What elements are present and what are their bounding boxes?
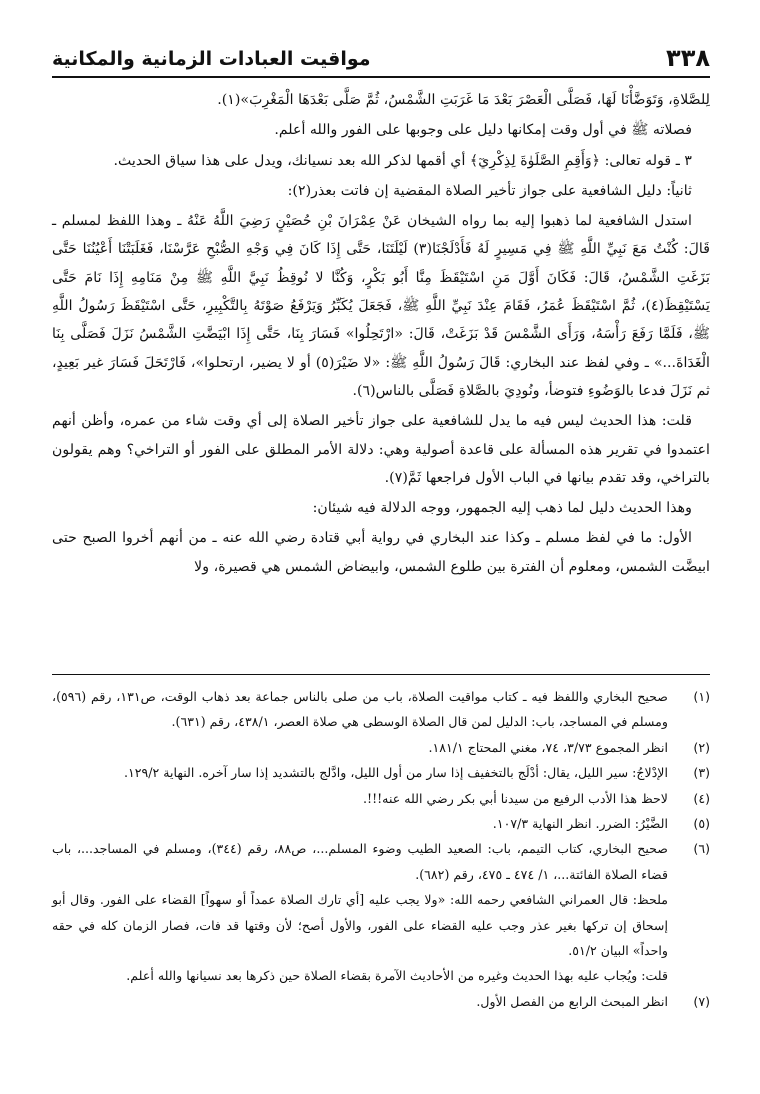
paragraph-6: قلت: هذا الحديث ليس فيه ما يدل للشافعية على جواز تأخير الصلاة إلى أي وقت شاء من عمره، وأظن أنهم اعتمدوا في تقرير هذه المسألة على قاعدة أصولية وهي: دلالة الأمر المطلق على الفور أو التراخي؟ وهم يقولون بالتراخي، وقد تقدم بيانها في الباب الأول فراجعها ثَمَّ(٧). xyxy=(52,413,710,486)
footnote-text: انظر المبحث الرابع من الفصل الأول. xyxy=(476,993,668,1009)
page-header xyxy=(52,38,710,72)
footnote-text: انظر المجموع ٣/٧٣، ٧٤، مغني المحتاج ١٨١/١. xyxy=(428,739,668,755)
paragraph-8: الأول: ما في لفظ مسلم ـ وكذا عند البخاري في رواية أبي قتادة رضي الله عنه ـ من أنهم أخروا الصبح حتى ابيضَّت الشمس، ومعلوم أن الفترة بين طلوع الشمس، وابيضاض الشمس هي قصيرة، ولا xyxy=(52,530,710,575)
footnote xyxy=(52,989,710,1014)
footnote-number: (١) xyxy=(693,689,710,704)
header-rule xyxy=(52,76,710,78)
footnote-remark: ملحظ: قال العمراني الشافعي رحمه الله: «ولا يجب عليه [أي تارك الصلاة عمداً أو سهواً] القضاء على الفور. وقال أبو إسحاق إن تركها بغير عذر وجب عليه القضاء على الفور، والأول أصح؛ لأن وقتها قد فات، فصار الزمان كله في حقه واحداً» البيان ٥١/٢. xyxy=(52,892,668,959)
paragraph-1: لِلصَّلاةِ، وَتَوَضَّأْنَا لَهَا، فَصَلَّى الْعَصْرَ بَعْدَ مَا غَرَبَتِ الشَّمْسُ، ثُمَّ صَلَّى بَعْدَهَا الْمَغْرِبَ»(١). xyxy=(217,92,710,108)
footnote xyxy=(52,811,710,836)
paragraph-4: ثانياً: دليل الشافعية على جواز تأخير الصلاة المقضية إن فاتت بعذر(٢): xyxy=(287,182,692,199)
book-page xyxy=(52,0,710,1094)
footnote-number: (٤) xyxy=(693,790,710,806)
footnote-text: صحيح البخاري، كتاب التيمم، باب: الصعيد الطيب وضوء المسلم...، ص٨٨، رقم (٣٤٤)، ومسلم في المساجد...، باب قضاء الصلاة الفائتة...، ١/ ٤٧٤ ـ ٤٧٥، رقم (٦٨٢). xyxy=(52,841,668,882)
footnote xyxy=(52,786,710,811)
footnote-rule xyxy=(52,674,710,675)
paragraph-7: وهذا الحديث دليل لما ذهب إليه الجمهور، ووجه الدلالة فيه شيئان: xyxy=(312,500,692,517)
footnotes xyxy=(52,684,710,1014)
paragraph-3: ٣ ـ قوله تعالى: ﴿وَأَقِمِ الصَّلَوٰةَ لِذِكْرِيٓ﴾ أي أقمها لذكر الله بعد نسيانك، ويدل على هذا سياق الحديث. xyxy=(113,152,692,169)
footnote-reply: قلت: ويُجاب عليه بهذا الحديث وغيره من الأحاديث الآمرة بقضاء الصلاة حين ذكرها بعد نسيانها والله أعلم. xyxy=(126,968,668,984)
running-title: مواقيت العبادات الزمانية والمكانية xyxy=(52,48,371,70)
page-number: ٣٣٨ xyxy=(666,44,710,72)
footnote-text: الضَّيْرُ: الضرر. انظر النهاية ١٠٧/٣. xyxy=(492,816,668,832)
footnote-number: (٧) xyxy=(693,993,710,1009)
footnote xyxy=(52,735,710,760)
footnote xyxy=(52,684,710,735)
footnote-number: (٢) xyxy=(693,739,710,755)
footnote-text: لاحظ هذا الأدب الرفيع من سيدنا أبي بكر رضي الله عنه!!!. xyxy=(363,790,668,806)
paragraph-5: استدل الشافعية لما ذهبوا إليه بما رواه الشيخان عَنْ عِمْرَانَ بْنِ حُصَيْنٍ رَضِيَ اللَّهُ عَنْهُ ـ وهذا اللفظ لمسلم ـ قَالَ: كُنْتُ مَعَ نَبِيِّ اللَّهِ ﷺ فِي مَسِيرٍ لَهُ فَأَدْلَجْنَا(٣) لَيْلَتَنَا، حَتَّى إِذَا كَانَ فِي وَجْهِ الصُّبْحِ عَرَّسْنَا، فَغَلَبَتْنَا أَعْيُنُنَا حَتَّى بَزَغَتِ الشَّمْسُ، قَالَ: فَكَانَ أَوَّلَ مَنِ اسْتَيْقَظَ مِنَّا أَبُو بَكْرٍ، وَكُنَّا لا نُوقِظُ نَبِيَّ اللَّهِ ﷺ مِنْ مَنَامِهِ إِذَا نَامَ حَتَّى يَسْتَيْقِظَ(٤)، ثُمَّ اسْتَيْقَظَ عُمَرُ، فَقَامَ عِنْدَ نَبِيِّ اللَّهِ ﷺ، فَجَعَلَ يُكَبِّرُ وَيَرْفَعُ صَوْتَهُ بِالتَّكْبِيرِ، حَتَّى اسْتَيْقَظَ رَسُولُ اللَّهِ ﷺ، فَلَمَّا رَفَعَ رَأْسَهُ، وَرَأَى الشَّمْسَ قَدْ بَزَغَتْ، قَالَ: «ارْتَحِلُوا» فَسَارَ بِنَا، حَتَّى إِذَا ابْيَضَّتِ الشَّمْسُ نَزَلَ فَصَلَّى بِنَا الْغَدَاةَ...» ـ وفي لفظ عند البخاري: قَالَ رَسُولُ اللَّهِ ﷺ: «لا ضَيْرَ(٥) أو لا يضير، ارتحلوا»، فَارْتَحَلَ فَسَارَ غير بَعِيدٍ، ثم نَزَلَ فدعا بالوَضُوءِ فتوضأ، ونُودِيَ بالصَّلاةِ فَصَلَّى بالناس(٦). xyxy=(52,213,710,399)
main-text xyxy=(52,86,710,583)
footnote xyxy=(52,760,710,785)
footnote-number: (٥) xyxy=(693,816,710,832)
footnote-number: (٦) xyxy=(693,841,710,857)
footnote-number: (٣) xyxy=(693,765,710,781)
paragraph-2: فصلاته ﷺ في أول وقت إمكانها دليل على وجوبها على الفور والله أعلم. xyxy=(274,122,692,139)
footnote-text: صحيح البخاري واللفظ فيه ـ كتاب مواقيت الصلاة، باب من صلى بالناس جماعة بعد ذهاب الوقت، ص١٣١، رقم (٥٩٦)، ومسلم في المساجد، باب: الدليل لمن قال الصلاة الوسطى هي صلاة العصر، ٤٣٨/١، رقم (٦٣١). xyxy=(52,689,668,730)
footnote-text: الإدْلاجُ: سير الليل، يقال: أدْلَج بالتخفيف إذا سار من أول الليل، وادَّلج بالتشديد إذا سار آخره. النهاية ١٢٩/٢. xyxy=(123,765,668,781)
footnote xyxy=(52,836,710,887)
